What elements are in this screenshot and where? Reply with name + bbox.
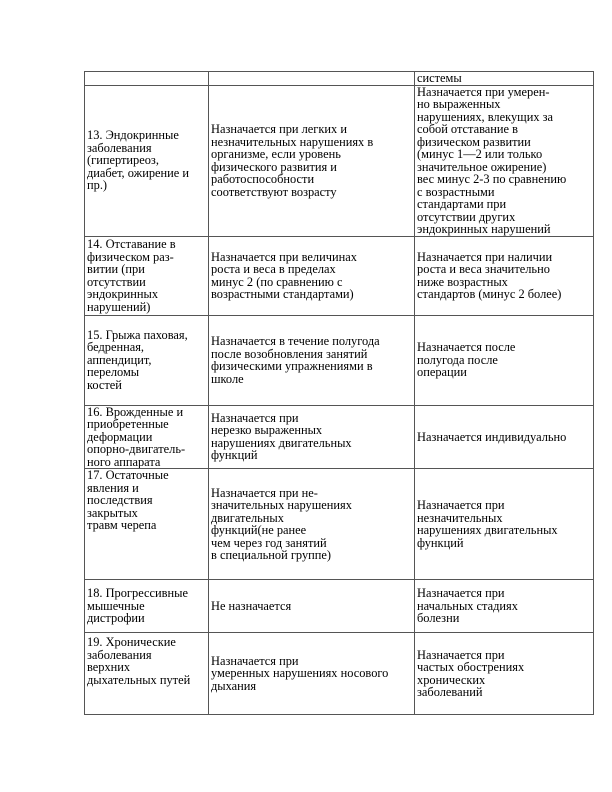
- special-group-text: Назначается при величинах роста и веса в пределах минус 2 (по сравнению с возрастными стандартами): [211, 249, 357, 301]
- exemption-text: системы: [417, 71, 462, 85]
- disease-cell: [85, 315, 209, 405]
- disease-text: 16. Врожденные и приобретенные деформации опорно-двигатель- ного аппарата: [87, 405, 186, 469]
- disease-cell: [85, 405, 209, 469]
- disease-text: 13. Эндокринные заболевания (гипертиреоз, диабет, ожирение и пр.): [87, 128, 190, 193]
- table-row: [85, 633, 594, 715]
- disease-cell: [85, 72, 209, 86]
- disease-text: 17. Остаточные явления и последствия закрытых травм черепа: [87, 468, 169, 532]
- disease-cell: [85, 469, 209, 580]
- disease-text: 19. Хронические заболевания верхних дыхательных путей: [87, 635, 191, 687]
- exemption-text: Назначается при наличии роста и веса значительно ниже возрастных стандартов (минус 2 более): [417, 249, 562, 301]
- exemption-text: Назначается индивидуально: [417, 429, 567, 444]
- disease-cell: [85, 580, 209, 633]
- exemption-text: Назначается при начальных стадиях болезни: [417, 586, 518, 626]
- disease-cell: [85, 85, 209, 236]
- special-group-cell: [209, 469, 415, 580]
- special-group-cell: [209, 315, 415, 405]
- table-row: [85, 580, 594, 633]
- special-group-cell: [209, 580, 415, 633]
- exemption-text: Назначается при частых обострениях хронических заболеваний: [417, 647, 525, 699]
- exemption-cell: [415, 236, 594, 315]
- exemption-text: Назначается при умерен- но выраженных нарушениях, влекущих за собой отставание в физическом развитии (минус 1—2 или только значительное ожирение) вес минус 2-3 по сравнению с возрастными стандартами при отсутствии других эндокринных нарушений: [417, 85, 567, 236]
- special-group-text: Назначается при легких и незначительных нарушениях в организме, если уровень физического развития и работоспособности соответствуют возрасту: [211, 122, 374, 199]
- special-group-cell: [209, 405, 415, 469]
- special-group-text: Назначается в течение полугода после возобновления занятий физическими упражнениями в школе: [211, 334, 380, 386]
- disease-text: 14. Отставание в физическом раз- витии (при отсутствии эндокринных нарушений): [87, 237, 176, 314]
- table-row: [85, 72, 594, 86]
- exemption-cell: [415, 580, 594, 633]
- special-group-text: Назначается при нерезко выраженных нарушениях двигательных функций: [211, 410, 352, 463]
- exemption-cell: [415, 633, 594, 715]
- special-group-cell: [209, 633, 415, 715]
- special-group-text: Назначается при умеренных нарушениях носового дыхания: [211, 653, 389, 693]
- disease-text: 15. Грыжа паховая, бедренная, аппендицит, переломы костей: [87, 327, 188, 392]
- exemption-text: Назначается при незначительных нарушениях двигательных функций: [417, 498, 558, 550]
- exemption-cell: [415, 72, 594, 86]
- exemption-cell: [415, 315, 594, 405]
- special-group-text: Не назначается: [211, 598, 292, 613]
- special-group-cell: [209, 236, 415, 315]
- exemption-cell: [415, 85, 594, 236]
- special-group-cell: [209, 85, 415, 236]
- special-group-cell: [209, 72, 415, 86]
- disease-text: 18. Прогрессивные мышечные дистрофии: [87, 586, 188, 626]
- special-group-text: Назначается при не- значительных нарушениях двигательных функций(не ранее чем через год занятий в специальной группе): [211, 485, 352, 562]
- table-row: [85, 469, 594, 580]
- table-row: [85, 236, 594, 315]
- exemption-cell: [415, 469, 594, 580]
- disease-cell: [85, 236, 209, 315]
- table-row: [85, 85, 594, 236]
- disease-table: [84, 71, 594, 715]
- table-row: [85, 405, 594, 469]
- exemption-text: Назначается после полугода после операции: [417, 340, 516, 380]
- table-row: [85, 315, 594, 405]
- disease-cell: [85, 633, 209, 715]
- exemption-cell: [415, 405, 594, 469]
